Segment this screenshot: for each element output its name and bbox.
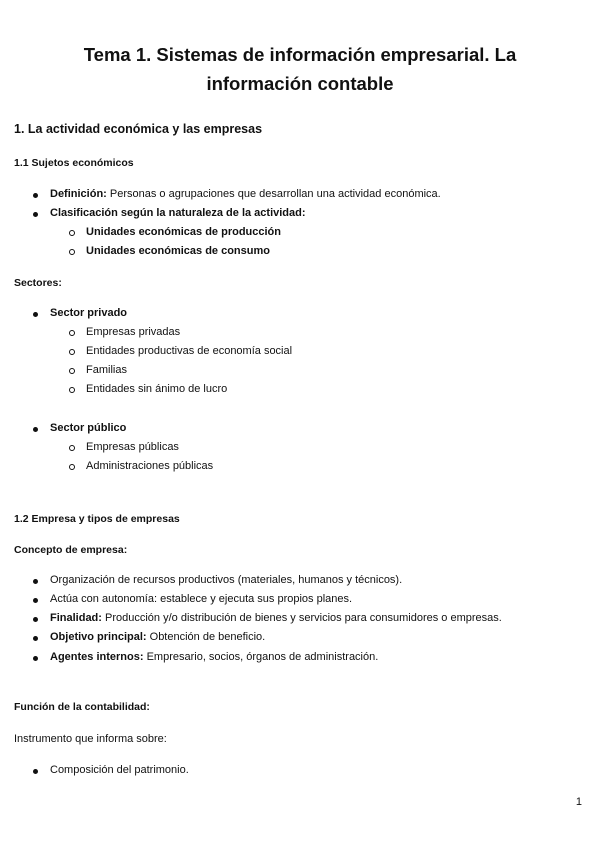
- list-item-finalidad: [50, 612, 502, 624]
- list-item: Entidades sin ánimo de lucro: [86, 383, 228, 395]
- list-item: Familias: [86, 364, 127, 376]
- list-item: Empresas públicas: [86, 441, 179, 453]
- subsection-heading-1-2: 1.2 Empresa y tipos de empresas: [14, 513, 180, 525]
- concepto-label: Concepto de empresa:: [14, 544, 128, 556]
- list-item-objetivo: [50, 631, 265, 643]
- list-item: Administraciones públicas: [86, 460, 214, 472]
- list-item-agentes: [50, 651, 378, 663]
- list-item-sector-privado: [50, 307, 127, 319]
- list-item-sector-publico: [50, 422, 126, 434]
- list-item: Empresas privadas: [86, 326, 181, 338]
- list-item: Organización de recursos productivos (materiales, humanos y técnicos).: [50, 574, 403, 586]
- produccion-label: Unidades económicas de producción: [86, 226, 281, 238]
- definicion-label: Definición:: [50, 188, 107, 200]
- list-item: Actúa con autonomía: establece y ejecuta sus propios planes.: [50, 593, 353, 605]
- definicion-text: Personas o agrupaciones que desarrollan una actividad económica.: [106, 188, 441, 200]
- list-item-produccion: [86, 226, 281, 238]
- sector-privado-label: Sector privado: [50, 307, 128, 319]
- clasificacion-label: Clasificación según la naturaleza de la actividad:: [50, 207, 306, 219]
- agentes-label: Agentes internos:: [50, 651, 144, 663]
- page-title: Tema 1. Sistemas de información empresarial. La información contable: [83, 44, 517, 94]
- list-item-consumo: [86, 245, 270, 257]
- list-item: Entidades productivas de economía social: [86, 345, 293, 357]
- page-number: 1: [575, 796, 582, 808]
- section-heading-1: 1. La actividad económica y las empresas: [14, 122, 263, 136]
- finalidad-label: Finalidad:: [50, 612, 102, 624]
- sectores-label: Sectores:: [14, 277, 62, 289]
- list-item-clasificacion: [50, 207, 306, 219]
- list-item-definicion: [50, 188, 441, 200]
- objetivo-label: Objetivo principal:: [50, 631, 147, 643]
- funcion-intro: Instrumento que informa sobre:: [14, 733, 167, 745]
- consumo-label: Unidades económicas de consumo: [86, 245, 270, 257]
- finalidad-text: Producción y/o distribución de bienes y servicios para consumidores o empresas.: [101, 612, 502, 624]
- objetivo-text: Obtención de beneficio.: [146, 631, 266, 643]
- funcion-label: Función de la contabilidad:: [14, 701, 150, 713]
- sector-publico-label: Sector público: [50, 422, 127, 434]
- subsection-heading-1-1: 1.1 Sujetos económicos: [14, 157, 134, 169]
- agentes-text: Empresario, socios, órganos de administración.: [143, 651, 379, 663]
- list-item: Composición del patrimonio.: [50, 764, 189, 776]
